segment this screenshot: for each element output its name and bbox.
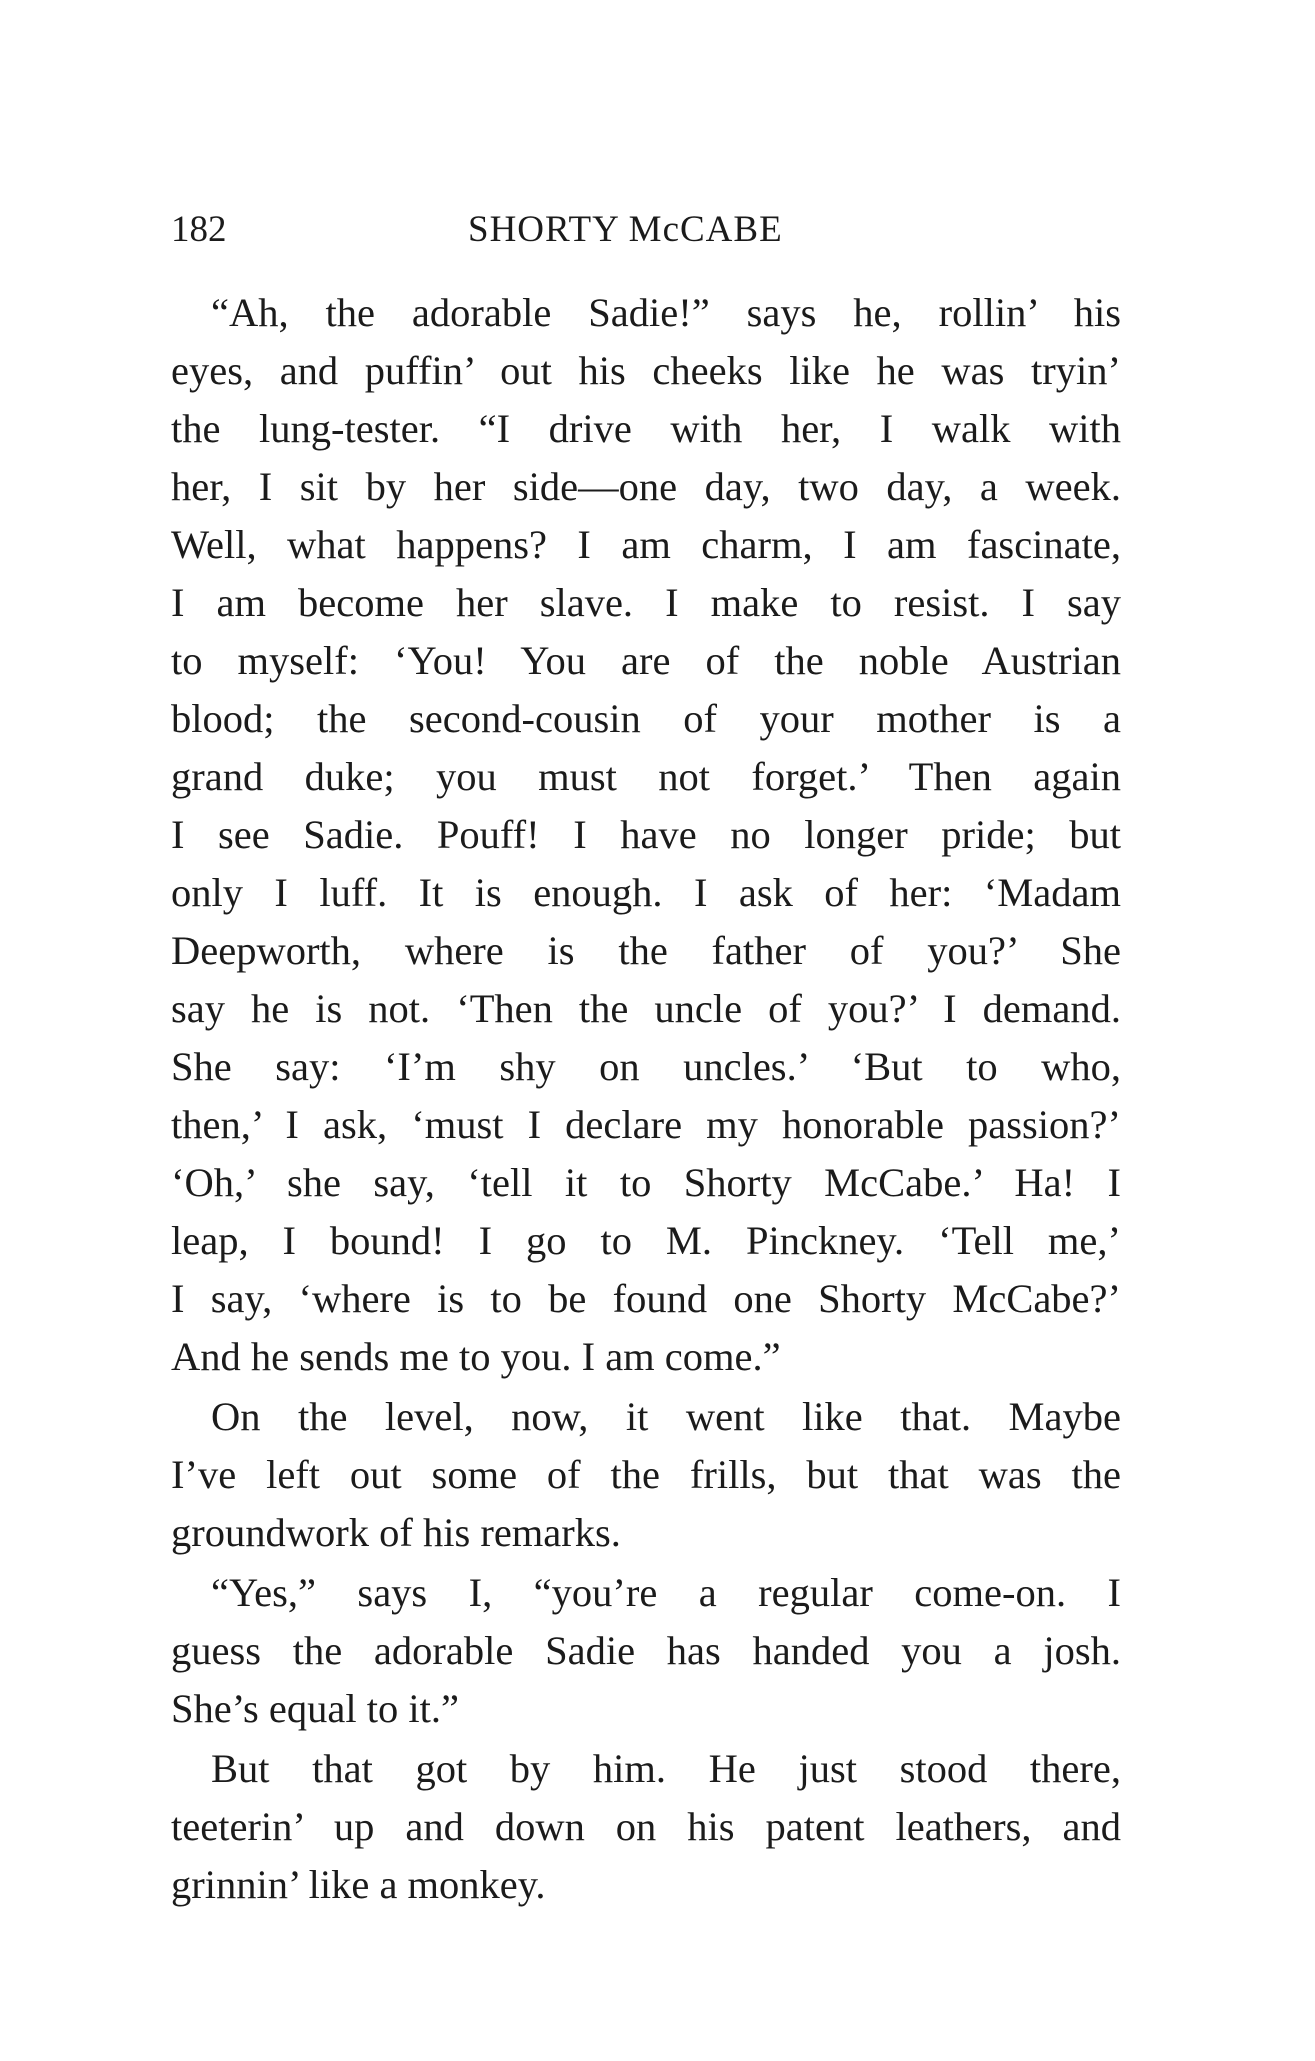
text-line: Well, what happens? I am charm, I am fascinate, [171, 522, 1121, 567]
paragraph-2 [171, 1388, 1121, 1562]
text-line: “Yes,” says I, “you’re a regular come-on. I [211, 1570, 1121, 1615]
text-line: On the level, now, it went like that. Maybe [211, 1394, 1121, 1439]
text-line: only I luff. It is enough. I ask of her: ‘Madam [171, 870, 1121, 915]
paragraph-1 [171, 284, 1121, 1386]
text-line: her, I sit by her side—one day, two day, a week. [171, 464, 1121, 509]
page-number: 182 [171, 209, 227, 250]
text-line: I am become her slave. I make to resist. I say [171, 580, 1121, 625]
text-line: I say, ‘where is to be found one Shorty McCabe?’ [171, 1276, 1121, 1321]
text-line: to myself: ‘You! You are of the noble Austrian [171, 638, 1121, 683]
text-line: She’s equal to it.” [171, 1686, 459, 1731]
text-line: leap, I bound! I go to M. Pinckney. ‘Tell me,’ [171, 1218, 1121, 1263]
text-line: then,’ I ask, ‘must I declare my honorable passion?’ [171, 1102, 1121, 1147]
text-line: teeterin’ up and down on his patent leathers, and [171, 1804, 1121, 1849]
text-line: I see Sadie. Pouff! I have no longer pride; but [171, 812, 1121, 857]
text-line: eyes, and puffin’ out his cheeks like he was tryin’ [171, 348, 1121, 393]
text-line: She say: ‘I’m shy on uncles.’ ‘But to who, [171, 1044, 1121, 1089]
text-line: the lung-tester. “I drive with her, I walk with [171, 406, 1121, 451]
text-line: And he sends me to you. I am come.” [171, 1334, 781, 1379]
text-line: I’ve left out some of the frills, but that was the [171, 1452, 1121, 1497]
book-title: SHORTY McCABE [468, 209, 783, 250]
text-line: blood; the second-cousin of your mother is a [171, 696, 1121, 741]
text-line: grand duke; you must not forget.’ Then again [171, 754, 1121, 799]
text-line: say he is not. ‘Then the uncle of you?’ I demand. [171, 986, 1121, 1031]
body-text [171, 284, 1121, 1914]
paragraph-4 [171, 1740, 1121, 1914]
text-line: groundwork of his remarks. [171, 1510, 621, 1555]
text-line: “Ah, the adorable Sadie!” says he, rollin’ his [211, 290, 1121, 335]
text-line: But that got by him. He just stood there, [211, 1746, 1121, 1791]
text-line: Deepworth, where is the father of you?’ She [171, 928, 1121, 973]
text-line: grinnin’ like a monkey. [171, 1862, 546, 1907]
paragraph-3 [171, 1564, 1121, 1738]
running-head [171, 200, 1121, 260]
text-line: ‘Oh,’ she say, ‘tell it to Shorty McCabe.’ Ha! I [171, 1160, 1121, 1205]
text-line: guess the adorable Sadie has handed you a josh. [171, 1628, 1121, 1673]
